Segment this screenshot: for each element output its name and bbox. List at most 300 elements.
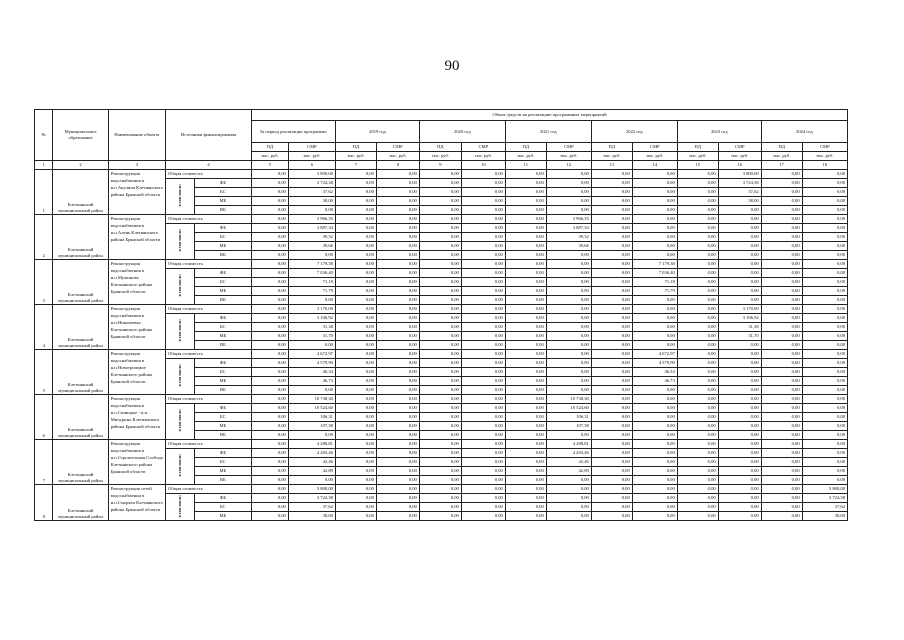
value-cell: 0,00 — [802, 242, 847, 251]
value-cell: 42,46 — [288, 458, 335, 467]
value-cell: 0,00 — [376, 449, 419, 458]
value-cell: 0,00 — [718, 260, 761, 269]
value-cell: 0,00 — [419, 287, 461, 296]
value-cell: 106,31 — [288, 413, 335, 422]
value-cell: 0,00 — [677, 494, 718, 503]
row-index: 5 — [35, 350, 53, 395]
value-cell: 3 170,00 — [718, 305, 761, 314]
value-cell: 0,00 — [335, 269, 376, 278]
source-code: МБ — [194, 377, 251, 386]
source-code: МБ — [194, 242, 251, 251]
value-cell: 0,00 — [252, 440, 289, 449]
value-cell: 0,00 — [376, 377, 419, 386]
value-cell: 0,00 — [761, 503, 802, 512]
value-cell: 0,00 — [376, 440, 419, 449]
header-unit: тыс. руб. — [677, 152, 718, 161]
value-cell: 0,00 — [546, 170, 591, 179]
value-cell: 3 724,38 — [288, 179, 335, 188]
value-cell: 0,00 — [505, 485, 546, 494]
value-cell: 0,00 — [461, 269, 505, 278]
value-cell: 71,18 — [288, 278, 335, 287]
value-cell: 0,00 — [252, 224, 289, 233]
value-cell: 0,00 — [591, 386, 632, 395]
value-cell: 0,00 — [677, 269, 718, 278]
value-cell: 0,00 — [632, 341, 677, 350]
value-cell: 0,00 — [761, 206, 802, 215]
row-index: 6 — [35, 395, 53, 440]
municipality-cell: Клетнянский муниципальный район — [53, 215, 108, 260]
value-cell: 42,89 — [288, 467, 335, 476]
source-code: МБ — [194, 467, 251, 476]
header-no: № — [35, 110, 53, 161]
value-cell: 0,00 — [718, 341, 761, 350]
header-pd: ПД — [591, 143, 632, 152]
row-index: 1 — [35, 170, 53, 215]
value-cell: 0,00 — [718, 485, 761, 494]
incl-label: в том числе: — [176, 364, 182, 387]
value-cell: 0,00 — [677, 323, 718, 332]
source-code: ФБ — [194, 314, 251, 323]
header-sources: Источники финансирования — [166, 110, 252, 161]
value-cell: 46,34 — [632, 368, 677, 377]
value-cell: 0,00 — [461, 404, 505, 413]
value-cell: 0,00 — [419, 332, 461, 341]
value-cell: 0,00 — [335, 359, 376, 368]
value-cell: 0,00 — [252, 269, 289, 278]
header-municipality: Муниципальное образование — [53, 110, 108, 161]
value-cell: 0,00 — [632, 404, 677, 413]
value-cell: 0,00 — [677, 440, 718, 449]
value-cell: 0,00 — [461, 179, 505, 188]
value-cell: 0,00 — [376, 413, 419, 422]
municipality-cell: Клетнянский муниципальный район — [53, 440, 108, 485]
value-cell: 0,00 — [546, 386, 591, 395]
value-cell: 0,00 — [505, 260, 546, 269]
value-cell: 0,00 — [632, 215, 677, 224]
value-cell: 0,00 — [461, 413, 505, 422]
value-cell: 0,00 — [677, 431, 718, 440]
value-cell: 0,00 — [546, 431, 591, 440]
source-code: ФБ — [194, 269, 251, 278]
value-cell: 0,00 — [761, 485, 802, 494]
value-cell: 0,00 — [376, 206, 419, 215]
value-cell: 0,00 — [802, 332, 847, 341]
value-cell: 0,00 — [376, 242, 419, 251]
value-cell: 4 203,46 — [288, 449, 335, 458]
value-cell: 3 800,00 — [288, 170, 335, 179]
value-cell: 10 738,30 — [546, 395, 591, 404]
value-cell: 0,00 — [252, 188, 289, 197]
header-smr: СМР — [632, 143, 677, 152]
value-cell: 0,00 — [376, 251, 419, 260]
value-cell: 0,00 — [546, 377, 591, 386]
table-row — [35, 350, 848, 359]
value-cell: 0,00 — [632, 413, 677, 422]
value-cell: 0,00 — [461, 422, 505, 431]
value-cell: 0,00 — [718, 206, 761, 215]
value-cell: 0,00 — [632, 503, 677, 512]
value-cell: 0,00 — [761, 449, 802, 458]
value-cell: 0,00 — [546, 323, 591, 332]
table-row — [35, 170, 848, 179]
value-cell: 0,00 — [376, 404, 419, 413]
value-cell: 0,00 — [335, 206, 376, 215]
value-cell: 0,00 — [718, 413, 761, 422]
value-cell: 0,00 — [461, 287, 505, 296]
value-cell: 0,00 — [632, 206, 677, 215]
value-cell: 38,00 — [288, 512, 335, 521]
value-cell: 0,00 — [252, 422, 289, 431]
value-cell: 0,00 — [802, 449, 847, 458]
value-cell: 0,00 — [761, 458, 802, 467]
total-cost-label: Общая стоимость — [166, 395, 252, 404]
value-cell: 0,00 — [632, 422, 677, 431]
column-number: 8 — [376, 161, 419, 170]
value-cell: 0,00 — [677, 422, 718, 431]
value-cell: 0,00 — [505, 323, 546, 332]
value-cell: 0,00 — [505, 512, 546, 521]
value-cell: 0,00 — [718, 512, 761, 521]
value-cell: 4 288,81 — [288, 440, 335, 449]
value-cell: 0,00 — [802, 404, 847, 413]
value-cell: 0,00 — [632, 458, 677, 467]
value-cell: 4 203,46 — [546, 449, 591, 458]
value-cell: 0,00 — [252, 233, 289, 242]
municipality-cell: Клетнянский муниципальный район — [53, 350, 108, 395]
value-cell: 0,00 — [632, 332, 677, 341]
value-cell: 0,00 — [761, 296, 802, 305]
incl-label: в том числе: — [176, 274, 182, 297]
value-cell: 0,00 — [546, 512, 591, 521]
value-cell: 0,00 — [546, 287, 591, 296]
value-cell: 0,00 — [761, 314, 802, 323]
value-cell: 0,00 — [376, 260, 419, 269]
value-cell: 0,00 — [591, 368, 632, 377]
value-cell: 0,00 — [591, 242, 632, 251]
value-cell: 0,00 — [718, 242, 761, 251]
source-code: ВБ — [194, 386, 251, 395]
source-code: БС — [194, 503, 251, 512]
column-number: 13 — [591, 161, 632, 170]
value-cell: 0,00 — [761, 224, 802, 233]
total-cost-label: Общая стоимость — [166, 485, 252, 494]
column-number: 7 — [335, 161, 376, 170]
source-code: ВБ — [194, 431, 251, 440]
value-cell: 0,00 — [419, 422, 461, 431]
value-cell: 0,00 — [288, 296, 335, 305]
value-cell: 0,00 — [419, 476, 461, 485]
value-cell: 0,00 — [802, 350, 847, 359]
value-cell: 0,00 — [252, 395, 289, 404]
value-cell: 0,00 — [546, 359, 591, 368]
value-cell: 0,00 — [677, 260, 718, 269]
value-cell: 0,00 — [505, 341, 546, 350]
header-year: 2019 год — [335, 121, 419, 143]
value-cell: 0,00 — [546, 188, 591, 197]
value-cell: 0,00 — [718, 386, 761, 395]
value-cell: 0,00 — [802, 206, 847, 215]
value-cell: 0,00 — [505, 467, 546, 476]
value-cell: 0,00 — [461, 494, 505, 503]
header-smr: СМР — [546, 143, 591, 152]
value-cell: 0,00 — [419, 260, 461, 269]
object-cell: Реконструкция водоснабжения в н.п.Николаевка Клетнянского района Брянской области — [108, 305, 165, 350]
value-cell: 0,00 — [591, 251, 632, 260]
value-cell: 3 800,00 — [802, 485, 847, 494]
value-cell: 0,00 — [335, 368, 376, 377]
value-cell: 0,00 — [802, 359, 847, 368]
value-cell: 0,00 — [677, 233, 718, 242]
column-number: 12 — [546, 161, 591, 170]
value-cell: 0,00 — [677, 350, 718, 359]
value-cell: 37,62 — [288, 503, 335, 512]
value-cell: 0,00 — [591, 206, 632, 215]
value-cell: 0,00 — [252, 179, 289, 188]
value-cell: 0,00 — [252, 170, 289, 179]
value-cell: 0,00 — [591, 170, 632, 179]
incl-label-cell — [166, 494, 195, 521]
column-number: 5 — [252, 161, 289, 170]
source-code: БС — [194, 368, 251, 377]
value-cell: 0,00 — [505, 449, 546, 458]
value-cell: 0,00 — [677, 377, 718, 386]
source-code: ВБ — [194, 251, 251, 260]
value-cell: 0,00 — [419, 458, 461, 467]
value-cell: 0,00 — [591, 467, 632, 476]
value-cell: 0,00 — [419, 323, 461, 332]
value-cell: 39,66 — [546, 242, 591, 251]
value-cell: 0,00 — [419, 395, 461, 404]
value-cell: 0,00 — [252, 287, 289, 296]
value-cell: 0,00 — [677, 485, 718, 494]
municipality-cell: Клетнянский муниципальный район — [53, 395, 108, 440]
value-cell: 0,00 — [677, 278, 718, 287]
row-index: 7 — [35, 440, 53, 485]
header-pd: ПД — [419, 143, 461, 152]
value-cell: 0,00 — [718, 251, 761, 260]
value-cell: 0,00 — [419, 440, 461, 449]
value-cell: 10 524,60 — [546, 404, 591, 413]
value-cell: 37,62 — [288, 188, 335, 197]
value-cell: 0,00 — [376, 395, 419, 404]
value-cell: 0,00 — [335, 395, 376, 404]
value-cell: 0,00 — [718, 215, 761, 224]
value-cell: 0,00 — [761, 251, 802, 260]
header-smr: СМР — [288, 143, 335, 152]
value-cell: 0,00 — [677, 188, 718, 197]
header-pd: ПД — [505, 143, 546, 152]
value-cell: 0,00 — [252, 296, 289, 305]
value-cell: 0,00 — [591, 485, 632, 494]
value-cell: 0,00 — [632, 188, 677, 197]
value-cell: 0,00 — [505, 503, 546, 512]
value-cell: 0,00 — [718, 422, 761, 431]
value-cell: 0,00 — [761, 494, 802, 503]
object-cell: Реконструкция водоснабжения в н.п.Строительная Слобода Клетнянского района Брянской области — [108, 440, 165, 485]
value-cell: 7 036,40 — [288, 269, 335, 278]
incl-label-cell — [166, 179, 195, 215]
value-cell: 0,00 — [419, 233, 461, 242]
header-unit: тыс. руб. — [288, 152, 335, 161]
value-cell: 0,00 — [591, 197, 632, 206]
value-cell: 3 887,34 — [288, 224, 335, 233]
source-code: ФБ — [194, 359, 251, 368]
value-cell: 0,00 — [632, 170, 677, 179]
value-cell: 0,00 — [802, 197, 847, 206]
value-cell: 0,00 — [718, 404, 761, 413]
value-cell: 0,00 — [591, 296, 632, 305]
value-cell: 0,00 — [677, 368, 718, 377]
value-cell: 0,00 — [461, 503, 505, 512]
column-number: 17 — [761, 161, 802, 170]
value-cell: 0,00 — [288, 206, 335, 215]
value-cell: 0,00 — [632, 179, 677, 188]
value-cell: 0,00 — [761, 332, 802, 341]
value-cell: 0,00 — [335, 476, 376, 485]
value-cell: 0,00 — [802, 458, 847, 467]
value-cell: 0,00 — [802, 377, 847, 386]
header-unit: тыс. руб. — [376, 152, 419, 161]
value-cell: 0,00 — [802, 341, 847, 350]
value-cell: 0,00 — [677, 359, 718, 368]
municipality-cell: Клетнянский муниципальный район — [53, 305, 108, 350]
value-cell: 0,00 — [677, 287, 718, 296]
value-cell: 0,00 — [335, 350, 376, 359]
value-cell: 0,00 — [632, 224, 677, 233]
value-cell: 0,00 — [419, 350, 461, 359]
header-pd: ПД — [335, 143, 376, 152]
value-cell: 0,00 — [335, 503, 376, 512]
value-cell: 0,00 — [419, 278, 461, 287]
page-number: 90 — [444, 58, 460, 74]
value-cell: 0,00 — [252, 323, 289, 332]
object-cell: Реконструкция водоснабжения в н.п.Алень Клетнянского района Брянской области — [108, 215, 165, 260]
value-cell: 0,00 — [335, 323, 376, 332]
value-cell: 0,00 — [335, 188, 376, 197]
value-cell: 0,00 — [546, 206, 591, 215]
header-year: 2024 год — [761, 121, 847, 143]
value-cell: 0,00 — [461, 296, 505, 305]
value-cell: 0,00 — [802, 386, 847, 395]
value-cell: 0,00 — [335, 341, 376, 350]
value-cell: 0,00 — [761, 476, 802, 485]
value-cell: 0,00 — [677, 467, 718, 476]
source-code: БС — [194, 323, 251, 332]
value-cell: 0,00 — [288, 251, 335, 260]
value-cell: 0,00 — [718, 476, 761, 485]
value-cell: 0,00 — [761, 377, 802, 386]
value-cell: 0,00 — [546, 503, 591, 512]
value-cell: 0,00 — [718, 269, 761, 278]
value-cell: 0,00 — [761, 440, 802, 449]
value-cell: 0,00 — [718, 368, 761, 377]
value-cell: 0,00 — [505, 368, 546, 377]
value-cell: 3 800,00 — [288, 485, 335, 494]
value-cell: 0,00 — [505, 242, 546, 251]
value-cell: 39,32 — [288, 233, 335, 242]
value-cell: 0,00 — [591, 431, 632, 440]
value-cell: 0,00 — [505, 386, 546, 395]
value-cell: 0,00 — [802, 287, 847, 296]
value-cell: 0,00 — [546, 179, 591, 188]
value-cell: 0,00 — [335, 512, 376, 521]
municipality-cell: Клетнянский муниципальный район — [53, 485, 108, 521]
value-cell: 0,00 — [718, 395, 761, 404]
value-cell: 0,00 — [677, 512, 718, 521]
value-cell: 0,00 — [461, 233, 505, 242]
value-cell: 0,00 — [546, 278, 591, 287]
value-cell: 7 036,40 — [632, 269, 677, 278]
row-index: 8 — [35, 485, 53, 521]
value-cell: 0,00 — [505, 440, 546, 449]
value-cell: 0,00 — [761, 170, 802, 179]
value-cell: 0,00 — [419, 386, 461, 395]
value-cell: 0,00 — [591, 260, 632, 269]
value-cell: 0,00 — [591, 350, 632, 359]
value-cell: 0,00 — [335, 485, 376, 494]
value-cell: 0,00 — [632, 305, 677, 314]
value-cell: 0,00 — [802, 413, 847, 422]
value-cell: 0,00 — [677, 314, 718, 323]
value-cell: 0,00 — [677, 242, 718, 251]
value-cell: 0,00 — [376, 341, 419, 350]
value-cell: 0,00 — [461, 323, 505, 332]
value-cell: 0,00 — [376, 305, 419, 314]
value-cell: 0,00 — [761, 368, 802, 377]
value-cell: 0,00 — [546, 368, 591, 377]
value-cell: 0,00 — [591, 404, 632, 413]
value-cell: 4 579,90 — [288, 359, 335, 368]
table-row — [35, 395, 848, 404]
value-cell: 0,00 — [461, 215, 505, 224]
value-cell: 0,00 — [419, 368, 461, 377]
column-number: 16 — [718, 161, 761, 170]
value-cell: 0,00 — [632, 314, 677, 323]
value-cell: 0,00 — [591, 341, 632, 350]
value-cell: 37,62 — [718, 188, 761, 197]
value-cell: 0,00 — [376, 494, 419, 503]
value-cell: 0,00 — [546, 296, 591, 305]
value-cell: 0,00 — [802, 215, 847, 224]
value-cell: 3 966,35 — [288, 215, 335, 224]
value-cell: 0,00 — [591, 332, 632, 341]
value-cell: 0,00 — [632, 251, 677, 260]
value-cell: 0,00 — [252, 242, 289, 251]
value-cell: 0,00 — [761, 188, 802, 197]
value-cell: 37,62 — [802, 503, 847, 512]
header-unit: тыс. руб. — [632, 152, 677, 161]
value-cell: 0,00 — [505, 206, 546, 215]
value-cell: 0,00 — [802, 314, 847, 323]
value-cell: 106,31 — [546, 413, 591, 422]
source-code: ВБ — [194, 476, 251, 485]
incl-label: в том числе: — [176, 319, 182, 342]
value-cell: 0,00 — [718, 377, 761, 386]
value-cell: 0,00 — [252, 314, 289, 323]
value-cell: 0,00 — [632, 386, 677, 395]
column-number: 9 — [419, 161, 461, 170]
value-cell: 0,00 — [591, 305, 632, 314]
value-cell: 0,00 — [718, 449, 761, 458]
value-cell: 0,00 — [677, 206, 718, 215]
value-cell: 0,00 — [591, 287, 632, 296]
value-cell: 0,00 — [376, 323, 419, 332]
table-row — [35, 305, 848, 314]
value-cell: 0,00 — [461, 458, 505, 467]
value-cell: 0,00 — [461, 170, 505, 179]
value-cell: 0,00 — [252, 278, 289, 287]
value-cell: 0,00 — [802, 305, 847, 314]
